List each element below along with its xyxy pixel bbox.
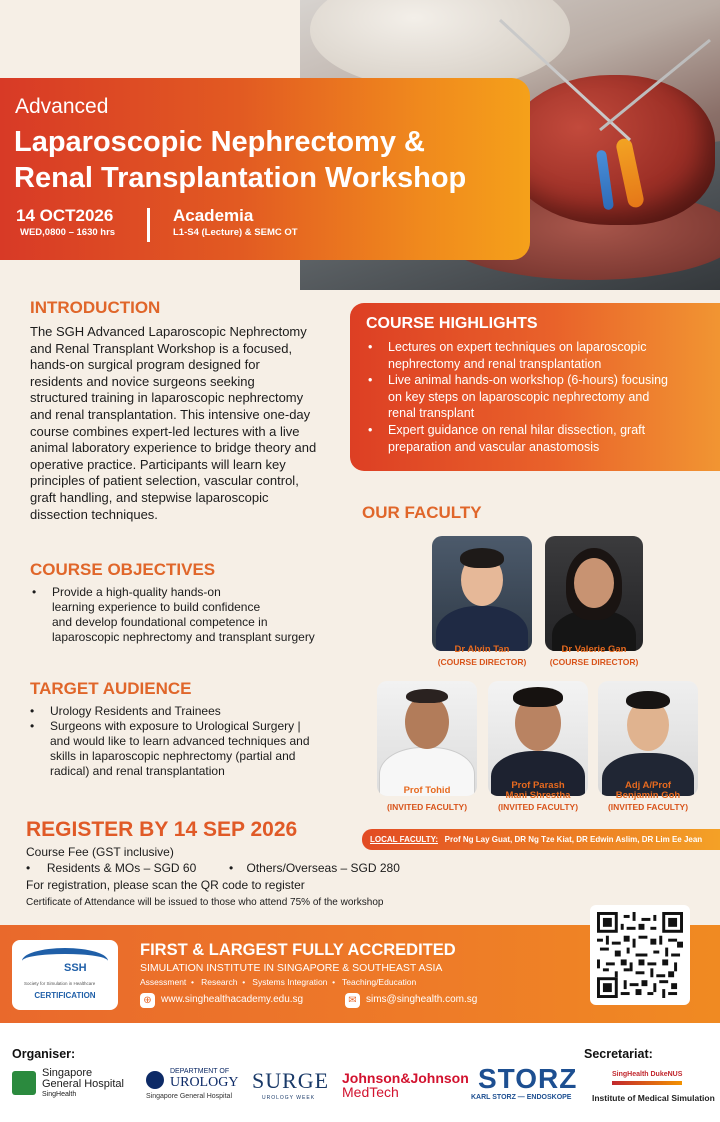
intro-line: animal laboratory experience to bridge theory and — [30, 440, 317, 456]
jnj-line: Johnson&Johnson — [342, 1070, 469, 1086]
surge-logo: SURGE — [252, 1068, 330, 1093]
highlight-line: preparation and vascular anastomosis — [388, 439, 600, 454]
intro-line: principles of patient selection, vascular control, — [30, 473, 299, 489]
faculty-photo — [377, 681, 477, 796]
objective-line: and develop foundational competence in — [52, 615, 268, 629]
registration-instruction: For registration, please scan the QR code to register — [26, 878, 305, 892]
highlight-line: on key steps on laparoscopic nephrectomy and — [388, 389, 650, 404]
secretariat-name: Institute of Medical Simulation — [592, 1093, 715, 1103]
register-heading: REGISTER BY 14 SEP 2026 — [26, 818, 298, 841]
faculty-role: (INVITED FACULTY) — [497, 802, 579, 812]
faculty-role: (INVITED FACULTY) — [607, 802, 689, 812]
urology-logo-icon — [146, 1071, 164, 1089]
introduction-heading: INTRODUCTION — [30, 298, 161, 317]
organiser-label: Organiser: — [12, 1047, 76, 1061]
list-item — [366, 372, 706, 422]
qr-code-icon — [597, 912, 683, 998]
highlight-line: • Live animal hands-on workshop (6-hours) focusing — [388, 373, 669, 388]
faculty-role: (COURSE DIRECTOR) — [437, 657, 527, 667]
divider — [147, 208, 150, 242]
storz-sub: KARL STORZ — ENDOSKOPE — [471, 1094, 572, 1101]
list-item — [28, 719, 348, 779]
jnj-line: MedTech — [342, 1084, 399, 1100]
accreditation-subtitle: SIMULATION INSTITUTE IN SINGAPORE & SOUTHEAST ASIA — [140, 962, 443, 974]
intro-line: residents and novice surgeons seeking — [30, 373, 255, 389]
tag: Systems Integration — [252, 977, 328, 987]
globe-icon: ⊕ — [140, 993, 155, 1008]
local-faculty-names: Prof Ng Lay Guat, DR Ng Tze Kiat, DR Edwin Aslim, DR Lim Ee Jean — [444, 835, 703, 844]
highlight-line: renal transplant — [388, 406, 475, 421]
objectives-heading: COURSE OBJECTIVES — [30, 560, 216, 579]
audience-list — [28, 704, 348, 779]
event-date: 14 OCT2026 — [16, 206, 114, 225]
website-link[interactable]: www.singhealthacademy.edu.sg — [161, 994, 304, 1005]
intro-line: dissection techniques. — [30, 506, 158, 522]
title-prefix: Advanced — [15, 95, 109, 118]
fee-label: Course Fee (GST inclusive) — [26, 845, 174, 859]
sgh-logo-icon — [12, 1071, 36, 1095]
ssh-certification-logo — [12, 940, 118, 1010]
surge-sub: UROLOGY WEEK — [262, 1095, 316, 1101]
sgh-sub: SingHealth — [42, 1091, 77, 1098]
tag: Assessment — [140, 977, 187, 987]
accreditation-title: FIRST & LARGEST FULLY ACCREDITED — [140, 941, 456, 959]
ssh-tagline: Society for Simulation in Healthcare — [24, 981, 96, 986]
intro-line: hands-on surgical program designed for — [30, 357, 260, 373]
secretariat-underline — [612, 1081, 682, 1085]
secretariat-label: Secretariat: — [584, 1047, 653, 1061]
faculty-name-line: Prof Parash — [511, 780, 565, 791]
urology-name: UROLOGY — [170, 1075, 239, 1090]
faculty-name: Dr Alvin Tan — [454, 644, 510, 655]
intro-line: course combines expert-led lectures with a live — [30, 423, 300, 439]
page-title — [14, 124, 514, 196]
local-faculty-bar — [362, 829, 720, 850]
introduction-text — [30, 324, 350, 523]
fee-others: Others/Overseas – SGD 280 — [246, 861, 400, 875]
highlights-heading: COURSE HIGHLIGHTS — [366, 315, 538, 332]
faculty-name — [486, 781, 590, 801]
urology-logo — [170, 1068, 238, 1091]
highlight-line: • Expert guidance on renal hilar dissection, graft — [388, 422, 646, 437]
title-line-2: Renal Transplantation Workshop — [14, 162, 467, 194]
faculty-role: (INVITED FACULTY) — [386, 802, 468, 812]
objectives-list — [30, 585, 350, 645]
singhealth-dukenus-logo: SingHealth DukeNUS — [612, 1071, 683, 1078]
intro-line: graft handling, and stepwise laparoscopic — [30, 489, 269, 505]
faculty-photo — [545, 536, 643, 651]
faculty-photo — [432, 536, 532, 651]
registration-qr-code[interactable] — [590, 905, 690, 1005]
intro-line: structured training in laparoscopic nephrectomy — [30, 390, 304, 406]
audience-line: • Surgeons with exposure to Urological Surgery | — [50, 719, 301, 733]
audience-line: radical) and renal transplantation — [50, 764, 225, 778]
audience-line: • Urology Residents and Trainees — [50, 704, 221, 718]
audience-heading: TARGET AUDIENCE — [30, 679, 192, 698]
mail-icon: ✉ — [345, 993, 360, 1008]
faculty-name-line: Benjamin Goh — [615, 790, 681, 801]
audience-line: and would like to learn advanced techniques and — [50, 734, 310, 748]
urology-sub: Singapore General Hospital — [146, 1093, 232, 1100]
faculty-photo — [488, 681, 588, 796]
objective-line: • Provide a high-quality hands-on — [52, 585, 221, 599]
list-item — [366, 339, 706, 372]
objective-line: laparoscopic nephrectomy and transplant surgery — [52, 630, 315, 644]
objective-line: learning experience to build confidence — [52, 600, 261, 614]
faculty-role: (COURSE DIRECTOR) — [549, 657, 639, 667]
list-item — [28, 704, 348, 719]
highlight-line: • Lectures on expert techniques on laparoscopic — [388, 340, 647, 354]
accreditation-tags: Assessment • Research • Systems Integration • Teaching/Education — [140, 977, 417, 987]
footer — [0, 1023, 720, 1122]
sgh-name-line: General Hospital — [42, 1078, 124, 1090]
certificate-note: Certificate of Attendance will be issued to those who attend 75% of the workshop — [26, 897, 384, 908]
bullet: • — [228, 861, 247, 875]
storz-logo: STORZ — [478, 1063, 578, 1094]
fee-residents: Residents & MOs – SGD 60 — [46, 861, 197, 875]
faculty-name — [596, 781, 700, 801]
highlights-list — [366, 339, 706, 455]
email-link[interactable]: sims@singhealth.com.sg — [366, 994, 478, 1005]
urology-dept: DEPARTMENT OF — [170, 1068, 230, 1075]
faculty-name-line: Mani Shrestha — [505, 790, 571, 801]
highlight-line: nephrectomy and renal transplantation — [388, 356, 602, 371]
intro-line: and renal transplantation. This intensive one-day — [30, 406, 311, 422]
intro-line: and Renal Transplant Workshop is a focused, — [30, 340, 293, 356]
faculty-name: Prof Tohid — [403, 785, 451, 796]
sgh-name-line: Singapore — [42, 1067, 93, 1079]
faculty-name-line: Adj A/Prof — [624, 780, 672, 791]
intro-line: The SGH Advanced Laparoscopic Nephrectomy — [30, 324, 307, 339]
faculty-heading: OUR FACULTY — [362, 503, 482, 522]
fee-list — [26, 860, 400, 877]
ssh-letters: SSH — [64, 962, 87, 974]
event-time: WED,0800 – 1630 hrs — [20, 227, 116, 238]
faculty-photo — [598, 681, 698, 796]
list-item — [366, 422, 706, 455]
title-line-1: Laparoscopic Nephrectomy & — [14, 126, 425, 158]
audience-line: skills in laparoscopic nephrectomy (partial and — [50, 749, 296, 763]
intro-line: operative practice. Participants will learn key — [30, 456, 286, 472]
jnj-medtech-logo — [342, 1071, 469, 1099]
tag: Teaching/Education — [342, 977, 417, 987]
venue-detail: L1-S4 (Lecture) & SEMC OT — [173, 227, 298, 238]
ssh-certification-text: CERTIFICATION — [34, 991, 96, 1000]
tag: Research — [201, 977, 238, 987]
sgh-logo — [42, 1068, 124, 1099]
faculty-name: Dr Valerie Gan — [561, 644, 627, 655]
list-item — [30, 585, 350, 645]
local-faculty-label: LOCAL FACULTY: — [370, 835, 438, 844]
bullet: • — [26, 861, 47, 875]
event-venue: Academia — [173, 206, 254, 225]
